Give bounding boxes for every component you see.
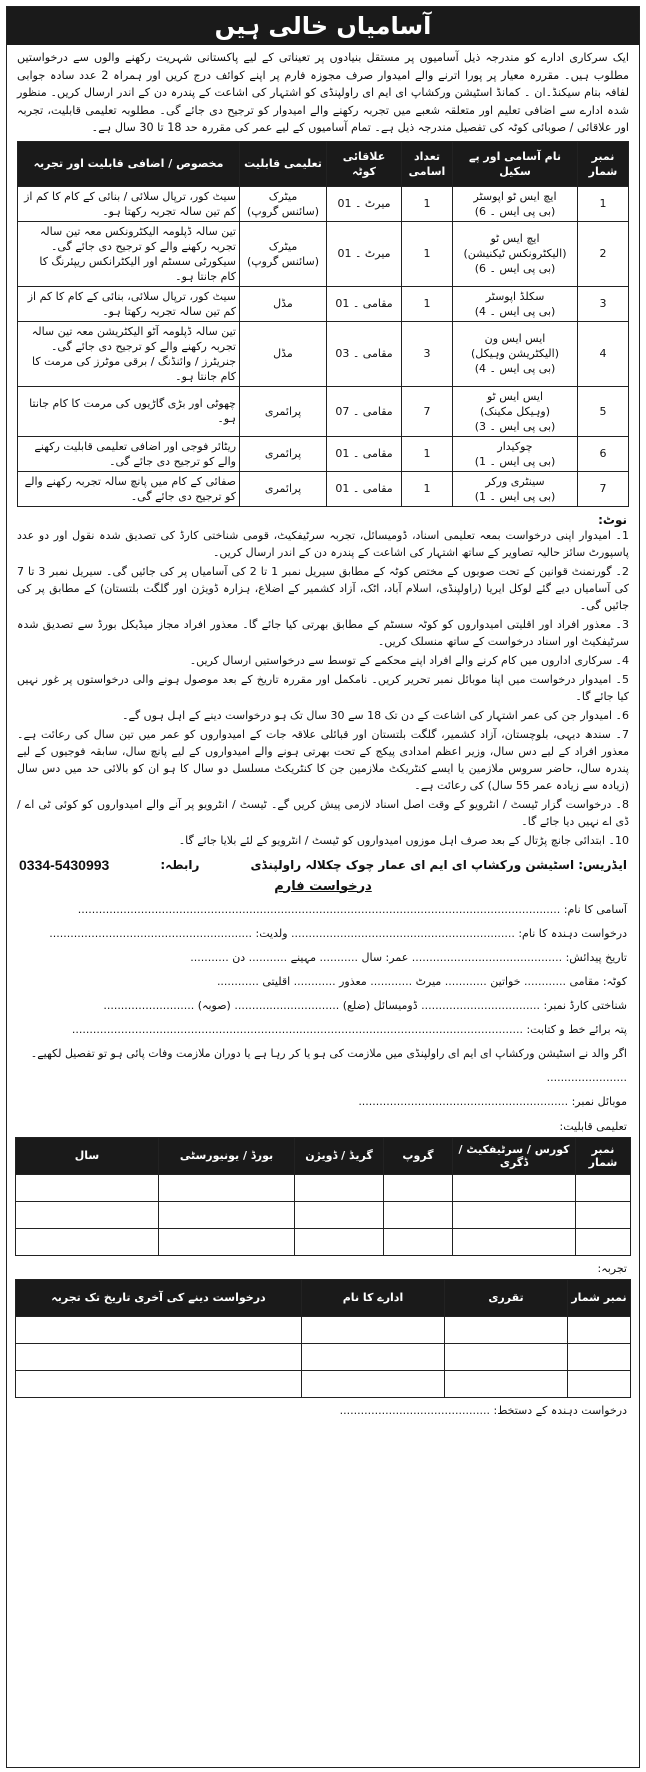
vacancy-quota: مقامی ۔ 03 [327,321,402,386]
vacancy-serial: 4 [578,321,629,386]
note-item: 5۔ امیدوار درخواست میں اپنا موبائل نمبر تحریر کریں۔ نامکمل اور مقررہ تاریخ کے بعد موصول ہونے والی درخواستوں پر غور نہیں کیا جائے گا۔ [17,672,629,703]
vacancy-education: پرائمری [240,386,327,436]
exp-row [16,1370,631,1397]
vacancy-count: 1 [402,436,453,471]
exp-cell[interactable] [445,1343,568,1370]
qual-cell[interactable] [576,1228,631,1255]
vacancy-requirement: تین سالہ ڈپلومہ الیکٹرونکس معہ تین سالہ تجربہ رکھنے والے کو ترجیح دی جائے گی۔ سیکورٹی سسٹم اور الیکٹرانکس ریپئرنگ کا کام جانتا ہو۔ [18,221,240,286]
qual-header-course: کورس / سرٹیفکیٹ / ڈگری [453,1137,576,1174]
vacancy-row [18,221,629,286]
qualification-header-row [16,1137,631,1174]
form-field-line[interactable]: موبائل نمبر: ............................................................ [358,1094,627,1108]
form-field-line[interactable]: تاریخ پیدائش: ........................................... عمر: سال ........... مہینے ........... دن ........... [190,950,627,964]
vacancy-post: ایچ ایس ٹو (الیکٹرونکس ٹیکنیشن) (بی پی ایس ۔ 6) [453,221,578,286]
vacancy-education: پرائمری [240,471,327,506]
vacancy-requirement: چھوٹی اور بڑی گاڑیوں کی مرمت کا کام جانتا ہو۔ [18,386,240,436]
qual-row [16,1201,631,1228]
vacancy-serial: 5 [578,386,629,436]
page-title: آسامیاں خالی ہیں [7,7,639,45]
exp-cell[interactable] [445,1316,568,1343]
header-no: نمبر شمار [578,141,629,186]
exp-row [16,1316,631,1343]
form-field-line[interactable]: آسامی کا نام: .......................................................................................................................................... [77,902,627,916]
vacancies-table [17,141,629,507]
form-title: درخواست فارم [274,878,372,894]
vacancy-count: 1 [402,286,453,321]
form-field-line[interactable]: شناختی کارڈ نمبر: .................................. ڈومیسائل (ضلع) .............................. (صوبہ) .......................... [103,998,627,1012]
vacancy-post: ایس ایس ٹو (وہیکل مکینک) (بی پی ایس ۔ 3) [453,386,578,436]
vacancy-education: مڈل [240,286,327,321]
qual-cell[interactable] [16,1228,159,1255]
exp-cell[interactable] [16,1343,302,1370]
contact-phone: 0334-5430993 [19,856,110,873]
note-item: 2۔ گورنمنٹ قوانین کے تحت صوبوں کے مختص کوٹہ کے مطابق سیریل نمبر 1 تا 2 کی آسامیاں پر کی جائیں گی۔ سیریل نمبر 3 تا 7 کی آسامیاں دیے گئے لوکل ایریا (راولپنڈی، اسلام آباد، اٹک، آزاد کشمیر کے اضلاع، ہزارہ ڈویژن اور گلگت بلتستان) کے مطابق پر کی جائیں گی۔ [17,564,629,612]
vacancy-quota: مقامی ۔ 01 [327,436,402,471]
vacancy-post: ایس ایس ون (الیکٹریشن وہیکل) (بی پی ایس ۔ 4) [453,321,578,386]
exp-header-org: ادارے کا نام [302,1279,445,1316]
note-item: 7۔ سندھ دیہی، بلوچستان، آزاد کشمیر، گلگت بلتستان اور قبائلی علاقہ جات کے امیدواروں کو عمر میں تین سال کی رعائت ہے۔ معذور افراد کے لیے دس سال، وزیر اعظم امدادی پیکج کے تحت بھرتی ہونے والے امیدواروں کے لیے پانچ سال، سابقہ فوجیوں کے لیے پندرہ سال، حاضر سروس ملازمین یا ایسے کنٹریکٹ ملازمین جن کا کنٹریکٹ مسلسل دو سال کا ہو ان کو بالائی حد میں دس سال (زیادہ سے زیادہ عمر 55 سال) کی رعائت ہے۔ [17,727,629,792]
qual-row [16,1228,631,1255]
vacancy-quota: میرٹ ۔ 01 [327,221,402,286]
qual-cell[interactable] [453,1201,576,1228]
qual-header-no: نمبر شمار [576,1137,631,1174]
vacancies-header-row [18,141,629,186]
note-item: 6۔ امیدوار جن کی عمر اشتہار کی اشاعت کے دن تک 18 سے 30 سال تک ہو درخواست دینے کے اہل ہوں گے۔ [122,708,629,722]
qual-cell[interactable] [453,1228,576,1255]
vacancy-serial: 2 [578,221,629,286]
form-field-line[interactable]: کوٹہ: مقامی ............ خواتین ............ میرٹ ............ معذور ............ اقلیتی ............ [216,974,627,988]
qual-cell[interactable] [295,1228,384,1255]
exp-cell[interactable] [445,1370,568,1397]
header-quota: علاقائی کوٹہ [327,141,402,186]
note-item: 4۔ سرکاری اداروں میں کام کرنے والے افراد اپنے محکمے کے توسط سے درخواستیں ارسال کریں۔ [189,653,629,667]
header-req: مخصوص / اضافی قابلیت اور تجربہ [18,141,240,186]
note-item: 1۔ امیدوار اپنی درخواست بمعہ تعلیمی اسناد، ڈومیسائل، تجربہ سرٹیفکیٹ، قومی شناختی کارڈ کی تصدیق شدہ نقول اور دو عدد پاسپورٹ سائز حالیہ تصاویر کے ساتھ اشتہار کی اشاعت کے پندرہ دن کے اندر ارسال کریں۔ [17,528,629,559]
qualification-label: تعلیمی قابلیت: [559,1119,627,1133]
qual-header-grade: گریڈ / ڈویژن [295,1137,384,1174]
form-field-line[interactable]: درخواست دہندہ کا نام: ................................................................ ولدیت: .......................................................... [49,926,627,940]
qual-cell[interactable] [295,1174,384,1201]
form-field-line[interactable]: اگر والد نے اسٹیشن ورکشاپ ای ایم ای راولپنڈی میں ملازمت کی ہو یا کر رہا ہے یا دوران ملازمت وفات پائی ہو تو تفصیل لکھیے۔ ....................... [30,1046,627,1084]
note-item: 8۔ درخواست گزار ٹیسٹ / انٹرویو کے وقت اصل اسناد لازمی پیش کریں گے۔ ٹیسٹ / انٹرویو پر آنے والے امیدواروں کو کوئی ٹی اے / ڈی اے نہیں دیا جائے گا۔ [17,797,629,828]
exp-header-no: نمبر شمار [568,1279,631,1316]
vacancy-serial: 6 [578,436,629,471]
vacancy-count: 3 [402,321,453,386]
qual-cell[interactable] [159,1228,295,1255]
contact-label: رابطہ: [160,857,200,872]
qual-cell[interactable] [16,1174,159,1201]
vacancy-requirement: سیٹ کور، ترپال سلائی، بنائی کے کام کا کم از کم تین سالہ تجربہ رکھتا ہو۔ [18,286,240,321]
qual-cell[interactable] [384,1201,453,1228]
exp-cell[interactable] [302,1343,445,1370]
vacancy-count: 1 [402,221,453,286]
exp-row [16,1343,631,1370]
application-fields [7,898,639,1114]
qual-cell[interactable] [384,1174,453,1201]
vacancy-post: سینٹری ورکر (بی پی ایس ۔ 1) [453,471,578,506]
qual-cell[interactable] [576,1201,631,1228]
vacancy-serial: 7 [578,471,629,506]
qual-header-board: بورڈ / یونیورسٹی [159,1137,295,1174]
qualification-table [15,1137,631,1256]
vacancy-count: 1 [402,186,453,221]
vacancy-serial: 1 [578,186,629,221]
vacancy-post: چوکیدار (بی پی ایس ۔ 1) [453,436,578,471]
qual-header-year: سال [16,1137,159,1174]
exp-cell[interactable] [302,1370,445,1397]
vacancy-row [18,471,629,506]
experience-table [15,1279,631,1398]
vacancies-body [18,186,629,506]
signature-line: درخواست دہندہ کے دستخط: ........................................... [339,1403,627,1417]
notes-list [7,527,639,849]
exp-cell[interactable] [568,1316,631,1343]
note-item: 10۔ ابتدائی جانچ پڑتال کے بعد صرف اہل موزوں امیدواروں کو ٹیسٹ / انٹرویو کے لئے بلایا جائے گا۔ [178,833,629,847]
vacancy-row [18,321,629,386]
qual-cell[interactable] [576,1174,631,1201]
vacancy-education: پرائمری [240,436,327,471]
qual-header-group: گروپ [384,1137,453,1174]
exp-header-period: درخواست دینے کی آخری تاریخ تک تجربہ [16,1279,302,1316]
exp-cell[interactable] [568,1343,631,1370]
form-field-line[interactable]: پتہ برائے خط و کتابت: ................................................................................................................................. [71,1022,627,1036]
address-row [7,851,639,873]
exp-cell[interactable] [16,1370,302,1397]
vacancy-quota: مقامی ۔ 07 [327,386,402,436]
header-post: نام آسامی اور پے سکیل [453,141,578,186]
intro-paragraph: ایک سرکاری ادارے کو مندرجہ ذیل آسامیوں پر مستقل بنیادوں پر تعیناتی کے لیے پاکستانی شہریت رکھنے والوں سے درخواستیں مطلوب ہیں۔ مقررہ معیار پر پورا اترنے والے امیدوار صرف مجوزہ فارم پر اپنے کوائف درج کریں اور ہمراہ 2 عدد سادہ جوابی لفافہ بنام سیکنڈ۔ان ۔ کمانڈ اسٹیشن ورکشاپ ای ایم ای راولپنڈی کو اشتہار کی اشاعت کے پندرہ دن کے اندر ارسال کریں۔ منظور شدہ ادارے سے اضافی تعلیم اور متعلقہ شعبے میں تجربہ رکھنے والے امیدوار کو ترجیح دی جائے گی۔ مطلوبہ تعلیمی قابلیت، تجربہ اور علاقائی / صوبائی کوٹہ کی تفصیل مندرجہ ذیل ہے۔ تمام آسامیوں کے لیے عمر کی مقررہ حد 18 تا 30 سال ہے۔ [17,51,630,134]
qual-cell[interactable] [16,1201,159,1228]
vacancy-row [18,286,629,321]
vacancy-count: 1 [402,471,453,506]
vacancy-requirement: تین سالہ ڈپلومہ آٹو الیکٹریشن معہ تین سالہ تجربہ رکھنے والے کو ترجیح دی جائے گی۔ جنریٹرز / وائنڈنگ / برقی موٹرز کی مرمت کا کام جانتا ہو۔ [18,321,240,386]
qual-cell[interactable] [453,1174,576,1201]
exp-cell[interactable] [16,1316,302,1343]
exp-cell[interactable] [568,1370,631,1397]
vacancy-education: میٹرک (سائنس گروپ) [240,186,327,221]
vacancy-requirement: ریٹائر فوجی اور اضافی تعلیمی قابلیت رکھنے والے کو ترجیح دی جائے گی۔ [18,436,240,471]
vacancy-requirement: سیٹ کور، ترپال سلائی / بنائی کے کام کا کم از کم تین سالہ تجربہ رکھتا ہو۔ [18,186,240,221]
exp-cell[interactable] [302,1316,445,1343]
experience-header-row [16,1279,631,1316]
experience-label: تجربہ: [597,1261,627,1275]
address: ایڈریس: اسٹیشن ورکشاپ ای ایم ای عمار چوک چکلالہ راولپنڈی [250,857,627,872]
vacancy-requirement: صفائی کے کام میں پانچ سالہ تجربہ رکھنے والے کو ترجیح دی جائے گی۔ [18,471,240,506]
vacancy-quota: مقامی ۔ 01 [327,471,402,506]
vacancy-post: سکلڈ اپوسٹر (بی پی ایس ۔ 4) [453,286,578,321]
vacancy-serial: 3 [578,286,629,321]
vacancy-education: میٹرک (سائنس گروپ) [240,221,327,286]
qual-row [16,1174,631,1201]
qual-cell[interactable] [159,1174,295,1201]
notes-title: نوٹ: [598,512,627,527]
qual-cell[interactable] [159,1201,295,1228]
vacancy-quota: مقامی ۔ 01 [327,286,402,321]
header-edu: تعلیمی قابلیت [240,141,327,186]
vacancy-count: 7 [402,386,453,436]
vacancy-education: مڈل [240,321,327,386]
header-count: تعداد اسامی [402,141,453,186]
exp-header-post: تقرری [445,1279,568,1316]
vacancy-row [18,186,629,221]
advertisement-page [6,6,640,1768]
qual-cell[interactable] [295,1201,384,1228]
vacancy-row [18,386,629,436]
vacancy-row [18,436,629,471]
vacancy-post: ایچ ایس ٹو اپوسٹر (بی پی ایس ۔ 6) [453,186,578,221]
note-item: 3۔ معذور افراد اور اقلیتی امیدواروں کو کوٹہ سسٹم کے مطابق بھرتی کیا جائے گا۔ معذور افراد مجاز میڈیکل بورڈ سے تصدیق شدہ سرٹیفکیٹ اور اسناد درخواست کے ساتھ منسلک کریں۔ [17,617,629,648]
vacancy-quota: میرٹ ۔ 01 [327,186,402,221]
qual-cell[interactable] [384,1228,453,1255]
